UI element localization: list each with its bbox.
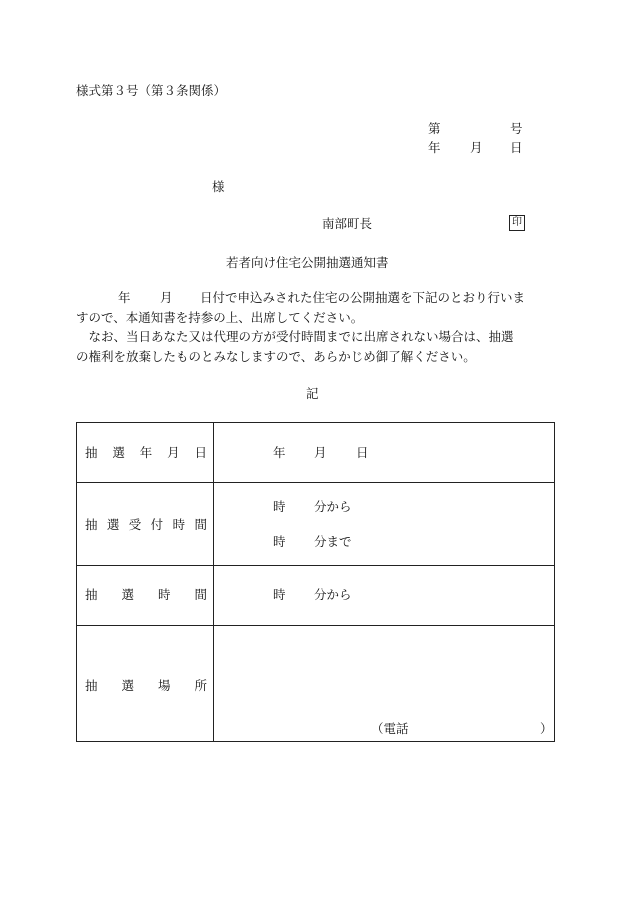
reception-to-minute: 分まで bbox=[314, 534, 352, 549]
reception-from-hour: 時 bbox=[273, 499, 286, 514]
addressee-honorific: 様 bbox=[212, 179, 225, 194]
issuer-name: 南部町長 bbox=[322, 216, 373, 231]
body-date-month: 月 bbox=[160, 290, 173, 305]
label-char: 選 bbox=[106, 517, 120, 532]
body-line-2: すので、本通知書を持参の上、出席してください。 bbox=[76, 310, 364, 325]
label-char: 抽 bbox=[85, 517, 98, 532]
label-char: 日 bbox=[194, 445, 207, 460]
body-date-year: 年 bbox=[118, 290, 131, 305]
lottery-minute: 分から bbox=[314, 587, 352, 602]
label-char: 抽 bbox=[85, 678, 98, 693]
lottery-details-table bbox=[76, 422, 555, 742]
lottery-date-day: 日 bbox=[356, 445, 369, 460]
ki-heading: 記 bbox=[306, 386, 319, 401]
label-char: 抽 bbox=[85, 445, 98, 460]
label-char: 時 bbox=[157, 587, 171, 602]
label-char: 選 bbox=[121, 587, 134, 602]
body-line-1: 日付で申込みされた住宅の公開抽選を下記のとおり行いま bbox=[200, 290, 526, 305]
phone-label: （電話 bbox=[371, 721, 409, 736]
phone-close-paren: ） bbox=[540, 721, 553, 736]
issue-date-year: 年 bbox=[428, 140, 441, 155]
table-row-divider bbox=[77, 625, 554, 626]
row-label-lottery-place bbox=[85, 680, 207, 693]
reception-from-minute: 分から bbox=[314, 499, 352, 514]
document-title: 若者向け住宅公開抽選通知書 bbox=[226, 255, 389, 270]
reception-to-hour: 時 bbox=[273, 534, 286, 549]
label-char: 選 bbox=[121, 678, 134, 693]
seal-mark: 印 bbox=[509, 215, 525, 231]
table-row-divider bbox=[77, 482, 554, 483]
label-char: 月 bbox=[167, 445, 180, 460]
label-char: 年 bbox=[139, 445, 153, 460]
row-label-lottery-time bbox=[85, 589, 207, 602]
label-char: 間 bbox=[194, 517, 207, 532]
lottery-date-month: 月 bbox=[314, 445, 327, 460]
issue-date-day: 日 bbox=[510, 140, 523, 155]
row-label-reception-time bbox=[85, 519, 207, 532]
label-char: 抽 bbox=[85, 587, 98, 602]
document-number-prefix: 第 bbox=[428, 121, 441, 136]
label-char: 所 bbox=[194, 678, 207, 693]
table-column-divider bbox=[213, 423, 214, 741]
label-char: 間 bbox=[194, 587, 207, 602]
label-char: 時 bbox=[172, 517, 186, 532]
label-char: 場 bbox=[157, 678, 171, 693]
table-row-divider bbox=[77, 565, 554, 566]
label-char: 選 bbox=[112, 445, 125, 460]
label-char: 付 bbox=[150, 517, 164, 532]
label-char: 受 bbox=[128, 517, 142, 532]
document-number-suffix: 号 bbox=[510, 121, 523, 136]
lottery-date-year: 年 bbox=[273, 445, 286, 460]
row-label-lottery-date bbox=[85, 447, 207, 460]
form-number: 様式第３号（第３条関係） bbox=[76, 83, 227, 98]
body-line-4: の権利を放棄したものとみなしますので、あらかじめ御了解ください。 bbox=[76, 349, 476, 364]
lottery-hour: 時 bbox=[273, 587, 286, 602]
issue-date-month: 月 bbox=[470, 140, 483, 155]
body-line-3: なお、当日あなた又は代理の方が受付時間までに出席されない場合は、抽選 bbox=[76, 329, 514, 344]
